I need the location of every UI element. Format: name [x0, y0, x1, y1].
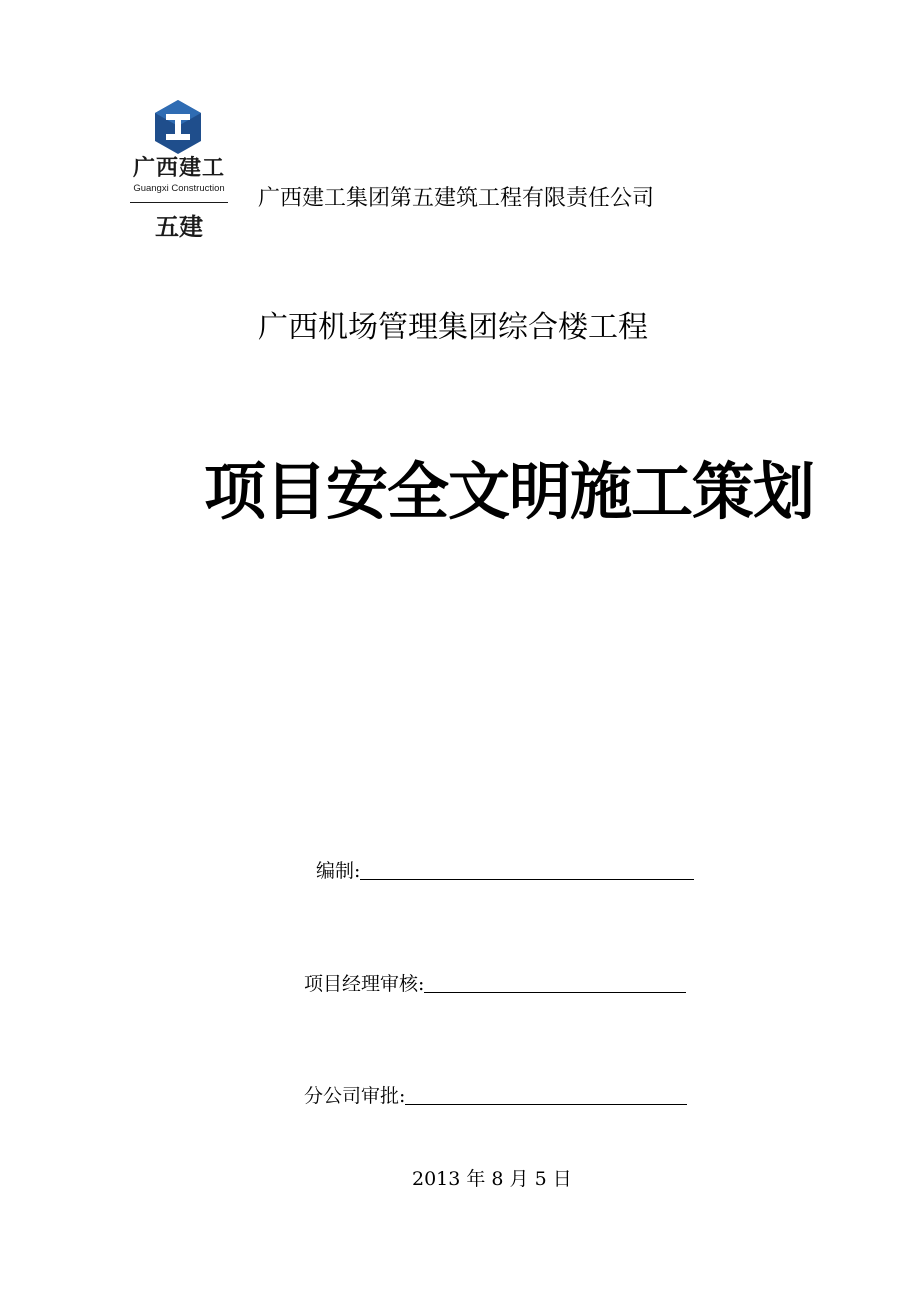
document-date: 2013 年 8 月 5 日	[412, 1168, 572, 1190]
signature-label: 编制:	[316, 860, 361, 882]
hexagon-logo-icon	[152, 98, 204, 156]
signature-line	[360, 859, 694, 880]
logo-name-en: Guangxi Construction	[133, 183, 225, 194]
document-title: 项目安全文明施工策划	[204, 455, 815, 528]
signature-label: 项目经理审核:	[304, 973, 425, 995]
signature-row-compiler	[316, 858, 694, 884]
company-name: 广西建工集团第五建筑工程有限责任公司	[258, 186, 655, 211]
signature-row-manager-review	[304, 971, 686, 997]
logo-branch: 五建	[155, 213, 203, 241]
signature-line	[405, 1084, 687, 1105]
signature-line	[424, 972, 686, 993]
company-logo	[124, 98, 234, 248]
signature-row-branch-approval	[304, 1083, 687, 1109]
project-name: 广西机场管理集团综合楼工程	[258, 310, 648, 345]
logo-divider	[130, 202, 228, 203]
signature-label: 分公司审批:	[304, 1085, 406, 1107]
logo-name-cn: 广西建工	[132, 156, 225, 181]
